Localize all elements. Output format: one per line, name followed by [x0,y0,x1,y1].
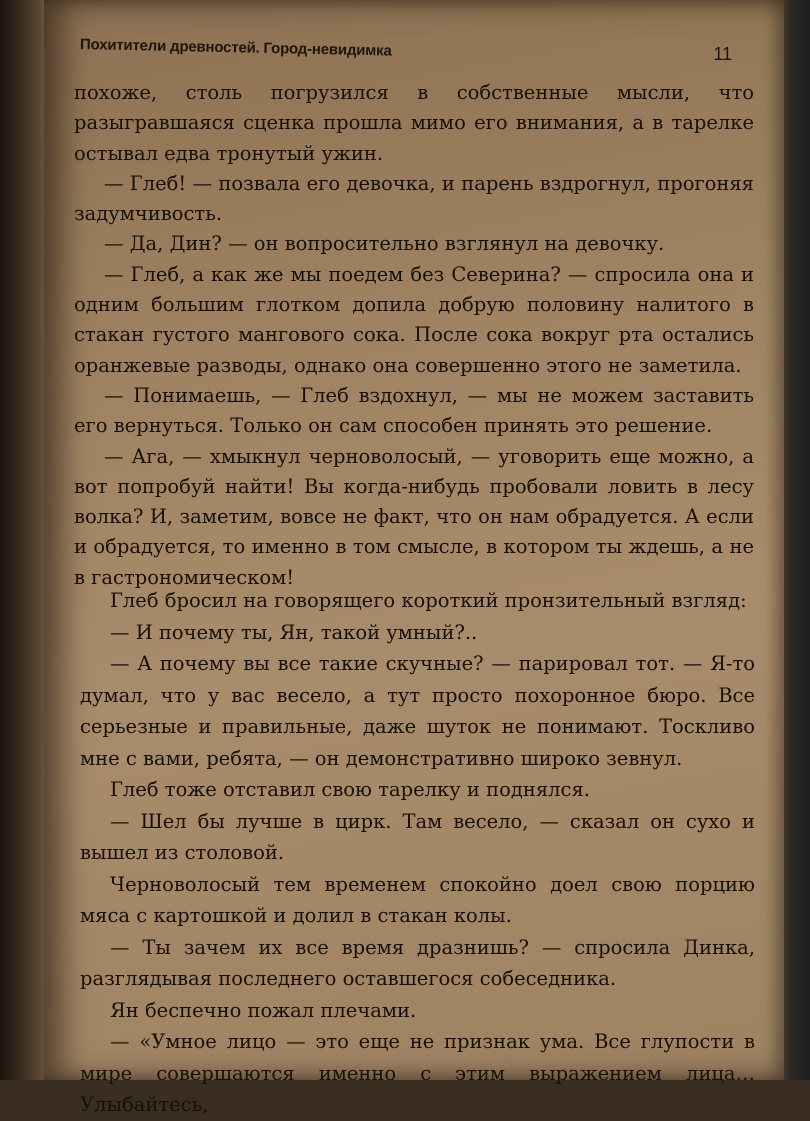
book-spine [0,0,48,1080]
paragraph: Ян беспечно пожал плечами. [110,998,417,1022]
paragraph: Глеб бросил на говорящего короткий пронзительный взгляд: [110,589,747,612]
paragraph: — Глеб! — позвала его девочка, и парень вздрогнул, прогоняя задумчивость. [74,171,754,226]
running-head: Похитители древностей. Город-невидимка [79,36,392,60]
paragraph: — Шел бы лучше в цирк. Там весело, — сказал он сухо и вышел из столовой. [80,809,755,864]
paragraph: — Глеб, а как же мы поедем без Северина? — спросила она и одним большим глотком допила добрую половину налитого в стакан густого мангового сока. После сока вокруг рта остались оранжевые разводы, однако она совершенно этого не заметила. [74,262,754,377]
paragraph: — Да, Дин? — он вопросительно взглянул на девочку. [104,232,665,256]
paragraph: — И почему ты, Ян, такой умный?.. [110,620,478,644]
paragraph: — «Умное лицо — это еще не признак ума. Все глупости в мире совершаются именно с этим выражением лица… Улыбайтесь, [80,1030,755,1116]
paragraph: — Ты зачем их все время дразнишь? — спросила Динка, разглядывая последнего оставшегося собеседника. [80,935,755,990]
paragraph: — Понимаешь, — Глеб вздохнул, — мы не можем заставить его вернуться. Только он сам способен принять это решение. [74,383,754,438]
paragraph: похоже, столь погрузился в собственные мысли, что разыгравшаяся сценка прошла мимо его внимания, а в тарелке остывал едва тронутый ужин. [74,81,754,165]
text-block-lower [80,585,755,1121]
paragraph: Глеб тоже отставил свою тарелку и поднялся. [110,778,590,801]
page-number: 11 [713,44,732,64]
paragraph: — А почему вы все такие скучные? — парировал тот. — Я-то думал, что у вас весело, а тут просто похоронное бюро. Все серьезные и правильные, даже шуток не понимают. Тоскливо мне с вами, ребята, — он демонстративно широко зевнул. [80,652,755,770]
paragraph: Черноволосый тем временем спокойно доел свою порцию мяса с картошкой и долил в стакан колы. [80,872,755,927]
book-page [44,0,784,1116]
background-edge [780,0,810,1080]
paragraph: — Ага, — хмыкнул черноволосый, — уговорить еще можно, а вот попробуй найти! Вы когда-нибудь пробовали ловить в лесу волка? И, заметим, вовсе не факт, что он нам обрадуется. А если и обрадуется, то именно в том смысле, в котором ты ждешь, а не в гастрономическом! [74,444,754,589]
text-block-upper [74,78,754,593]
